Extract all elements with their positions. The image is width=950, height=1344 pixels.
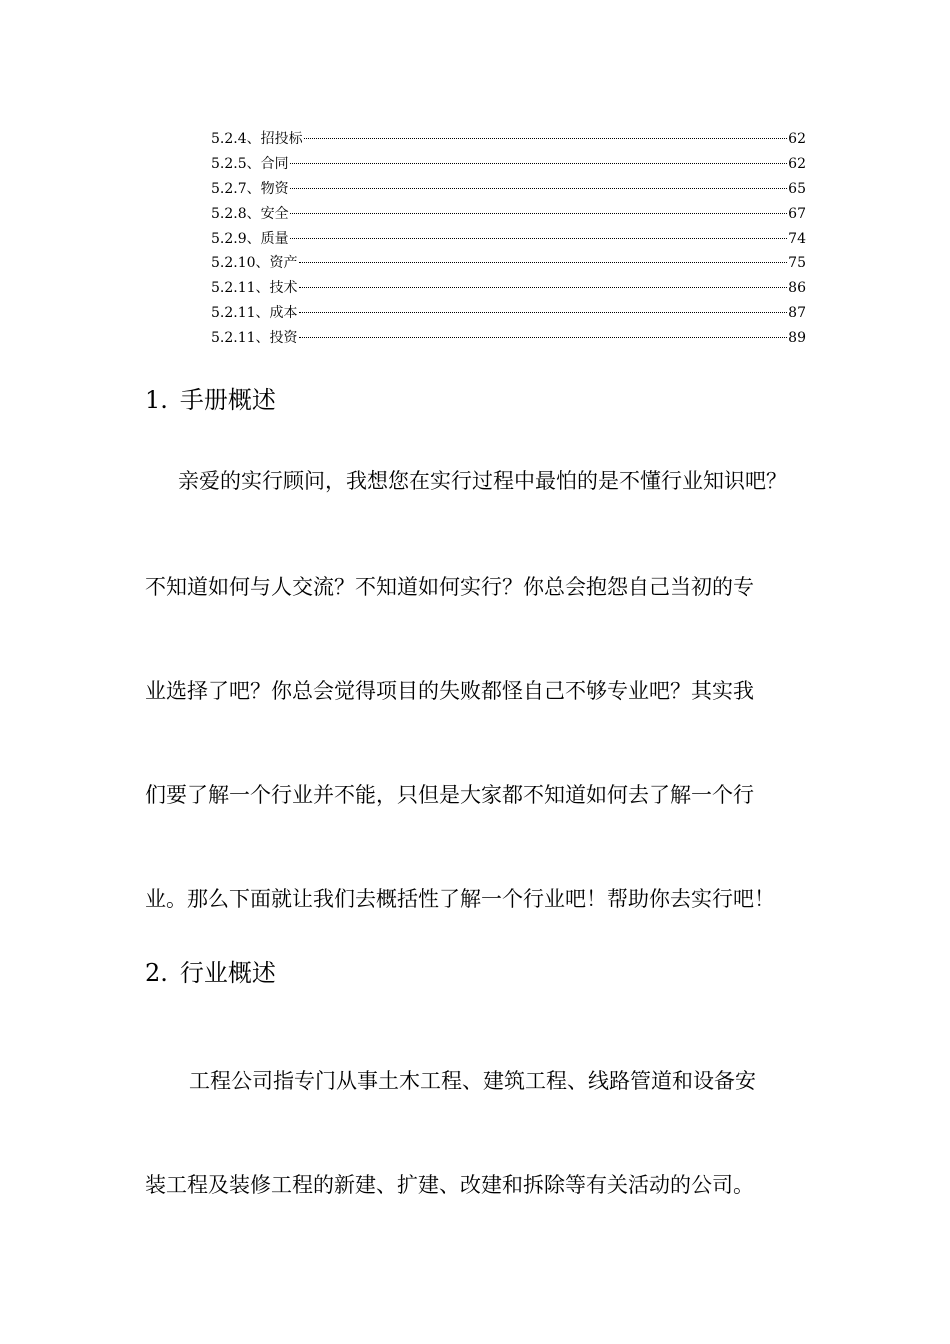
toc-dot-leader (290, 213, 788, 214)
toc-dot-leader (290, 238, 788, 239)
toc-entry-label: 5.2.11、成本 (211, 305, 298, 322)
section-1-heading (145, 385, 276, 415)
toc-entry[interactable] (211, 252, 806, 277)
toc-entry-label: 5.2.8、安全 (211, 205, 289, 222)
toc-entry[interactable] (211, 228, 806, 253)
toc-dot-leader (299, 337, 788, 338)
section-2-title: 行业概述 (179, 959, 276, 987)
toc-dot-leader (299, 312, 788, 313)
toc-dot-leader (299, 287, 788, 288)
toc-dot-leader (290, 163, 788, 164)
toc-entry-label: 5.2.7、物资 (211, 180, 289, 197)
section-1-title: 手册概述 (179, 386, 276, 414)
section-1-number: 1. (145, 386, 168, 414)
toc-entry[interactable] (211, 277, 806, 302)
toc-entry[interactable] (211, 327, 806, 352)
section-1-paragraph-line: 不知道如何与人交流？不知道如何实行？你总会抱怨自己当初的专 (145, 575, 754, 599)
toc-entry[interactable] (211, 178, 806, 203)
toc-dot-leader (304, 138, 788, 139)
section-2-paragraph-line: 工程公司指专门从事土木工程、建筑工程、线路管道和设备安 (189, 1069, 756, 1093)
section-1-paragraph-line: 们要了解一个行业并不能，只但是大家都不知道如何去了解一个行 (145, 783, 754, 807)
toc-entry[interactable] (211, 302, 806, 327)
toc-dot-leader (299, 262, 788, 263)
toc-entry-label: 5.2.9、质量 (211, 230, 289, 247)
toc-entry-label: 5.2.11、技术 (211, 280, 298, 297)
toc-page-number: 62 (788, 155, 806, 172)
toc-entry[interactable] (211, 203, 806, 228)
toc-page-number: 67 (788, 205, 806, 222)
toc-page-number: 75 (788, 255, 806, 272)
section-1-paragraph-line: 亲爱的实行顾问，我想您在实行过程中最怕的是不懂行业知识吧？ (178, 469, 787, 493)
section-2-number: 2. (145, 959, 168, 987)
toc-entry[interactable] (211, 128, 806, 153)
section-2-paragraph-line: 装工程及装修工程的新建、扩建、改建和拆除等有关活动的公司。 (145, 1173, 754, 1197)
toc-entry-label: 5.2.5、合同 (211, 155, 289, 172)
toc-page-number: 86 (788, 280, 806, 297)
toc-entry[interactable] (211, 153, 806, 178)
table-of-contents (211, 128, 806, 352)
toc-page-number: 87 (788, 305, 806, 322)
toc-entry-label: 5.2.11、投资 (211, 330, 298, 347)
toc-entry-label: 5.2.4、招投标 (211, 131, 303, 147)
toc-page-number: 65 (788, 180, 806, 197)
toc-page-number: 89 (788, 330, 806, 347)
toc-entry-label: 5.2.10、资产 (211, 255, 298, 272)
toc-page-number: 74 (788, 230, 806, 247)
toc-page-number: 62 (788, 131, 806, 147)
section-1-paragraph-line: 业选择了吧？你总会觉得项目的失败都怪自己不够专业吧？其实我 (145, 679, 754, 703)
section-1-paragraph-line: 业。那么下面就让我们去概括性了解一个行业吧！帮助你去实行吧！ (145, 887, 775, 911)
toc-dot-leader (290, 188, 788, 189)
section-2-heading (145, 958, 276, 988)
